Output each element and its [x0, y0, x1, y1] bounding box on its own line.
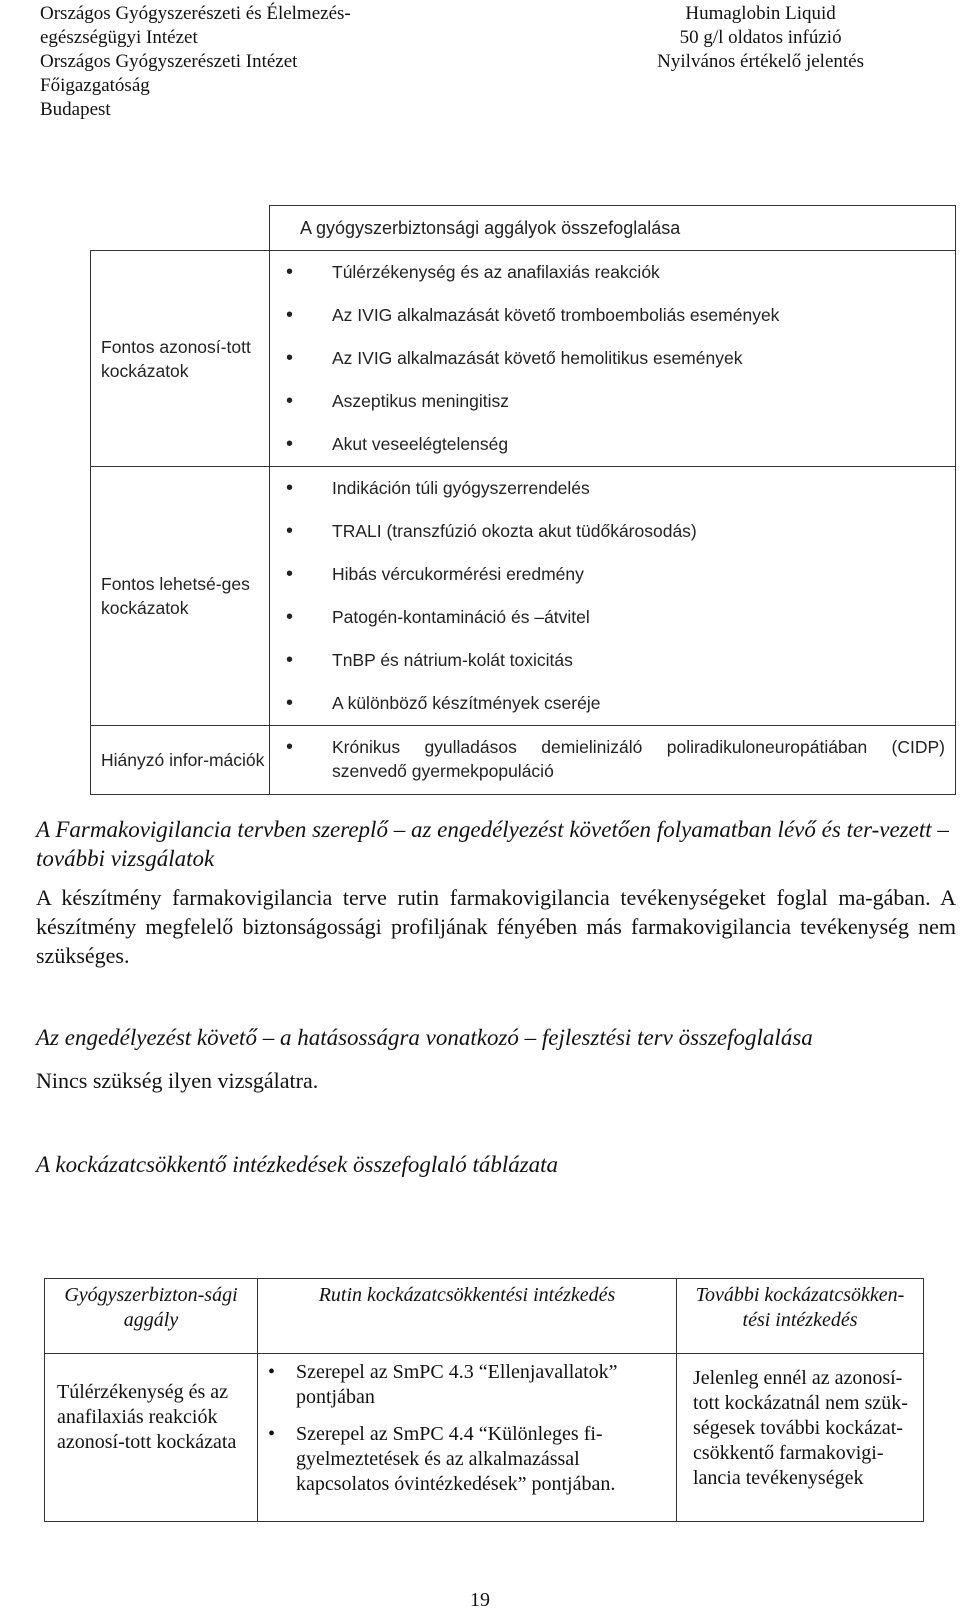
table-row — [91, 726, 956, 795]
table-header-row — [45, 1279, 924, 1354]
risk-items-cell — [270, 726, 956, 795]
table-row — [91, 251, 956, 467]
list-item: • Szerepel az SmPC 4.4 “Különleges fi-gyelmeztetések és az alkalmazással kapcsolatos óvintézkedések” pontjában. — [262, 1422, 668, 1497]
routine-measures-cell — [258, 1354, 677, 1522]
table-row — [91, 467, 956, 726]
header-product — [657, 2, 864, 74]
list-item: • A különböző készítmények cseréje — [280, 682, 955, 725]
category-missing-information: Hiányzó infor-mációk — [91, 726, 270, 795]
column-header-concern: Gyógyszerbizton-sági aggály — [45, 1279, 258, 1354]
header-left-line: egészségügyi Intézet — [40, 27, 198, 48]
category-identified-risks: Fontos azonosí-tott kockázatok — [91, 251, 270, 467]
list-item: • Hibás vércukormérési eredmény — [280, 553, 955, 596]
page-number: 19 — [470, 1589, 490, 1611]
safety-concerns-table — [90, 205, 956, 795]
column-header-additional: További kockázatcsökken-tési intézkedés — [677, 1279, 924, 1354]
identified-risks-list — [280, 251, 955, 466]
routine-measures-list — [262, 1360, 668, 1497]
risk-minimisation-heading: A kockázatcsökkentő intézkedések összefoglaló táblázata — [36, 1152, 559, 1177]
missing-info-list — [280, 726, 955, 794]
header-authority — [40, 2, 351, 122]
pv-plan-heading: A Farmakovigilancia tervben szereplő – az engedélyezést követően folyamatban lévő és ter-vezett – további vizsgálatok — [36, 817, 949, 871]
header-right-line: Nyilvános értékelő jelentés — [657, 51, 864, 72]
additional-measures-cell: Jelenleg ennél az azonosí-tott kockázatnál nem szük-ségesek további kockázat-csökkentő farmakovigi-lancia tevékenységek — [677, 1354, 924, 1522]
list-item: • Krónikus gyulladásos demielinizáló poliradikuloneuropátiában (CIDP) szenvedő gyermekpopuláció — [280, 726, 955, 794]
list-item: • Az IVIG alkalmazását követő tromboemboliás események — [280, 294, 955, 337]
column-header-routine: Rutin kockázatcsökkentési intézkedés — [258, 1279, 677, 1354]
list-item: • TRALI (transzfúzió okozta akut tüdőkárosodás) — [280, 510, 955, 553]
list-item: • Patogén-kontamináció és –átvitel — [280, 596, 955, 639]
header-left-line: Országos Gyógyszerészeti és Élelmezés- — [40, 3, 351, 24]
list-item: • Az IVIG alkalmazását követő hemolitikus események — [280, 337, 955, 380]
efficacy-plan-heading: Az engedélyezést követő – a hatásosságra vonatkozó – fejlesztési terv összefoglalása — [36, 1025, 813, 1050]
efficacy-plan-paragraph: Nincs szükség ilyen vizsgálatra. — [36, 1068, 319, 1093]
table-row — [45, 1354, 924, 1522]
concern-cell: Túlérzékenység és az anafilaxiás reakciók azonosí-tott kockázata — [45, 1354, 258, 1522]
empty-corner-cell — [91, 206, 270, 251]
potential-risks-list — [280, 467, 955, 725]
header-right-line: 50 g/l oldatos infúzió — [679, 27, 842, 48]
table-header-row — [91, 206, 956, 251]
header-left-line: Országos Gyógyszerészeti Intézet — [40, 51, 298, 72]
category-potential-risks: Fontos lehetsé-ges kockázatok — [91, 467, 270, 726]
header-right-line: Humaglobin Liquid — [685, 3, 836, 24]
list-item: • TnBP és nátrium-kolát toxicitás — [280, 639, 955, 682]
risk-items-cell — [270, 467, 956, 726]
safety-table-title: A gyógyszerbiztonsági aggályok összefoglalása — [270, 206, 956, 251]
list-item: • Indikáción túli gyógyszerrendelés — [280, 467, 955, 510]
pv-plan-paragraph: A készítmény farmakovigilancia terve rutin farmakovigilancia tevékenységeket foglal ma-gában. A készítmény megfelelő biztonságossági profiljának fényében más farmakovigilancia tevékenység nem szükséges. — [36, 885, 956, 968]
risk-items-cell — [270, 251, 956, 467]
list-item: • Aszeptikus meningitisz — [280, 380, 955, 423]
risk-minimisation-table — [44, 1278, 924, 1522]
header-left-line: Budapest — [40, 99, 111, 120]
header-left-line: Főigazgatóság — [40, 75, 150, 96]
list-item: • Akut veseelégtelenség — [280, 423, 955, 466]
list-item: • Túlérzékenység és az anafilaxiás reakciók — [280, 251, 955, 294]
list-item: • Szerepel az SmPC 4.3 “Ellenjavallatok” pontjában — [262, 1360, 668, 1410]
